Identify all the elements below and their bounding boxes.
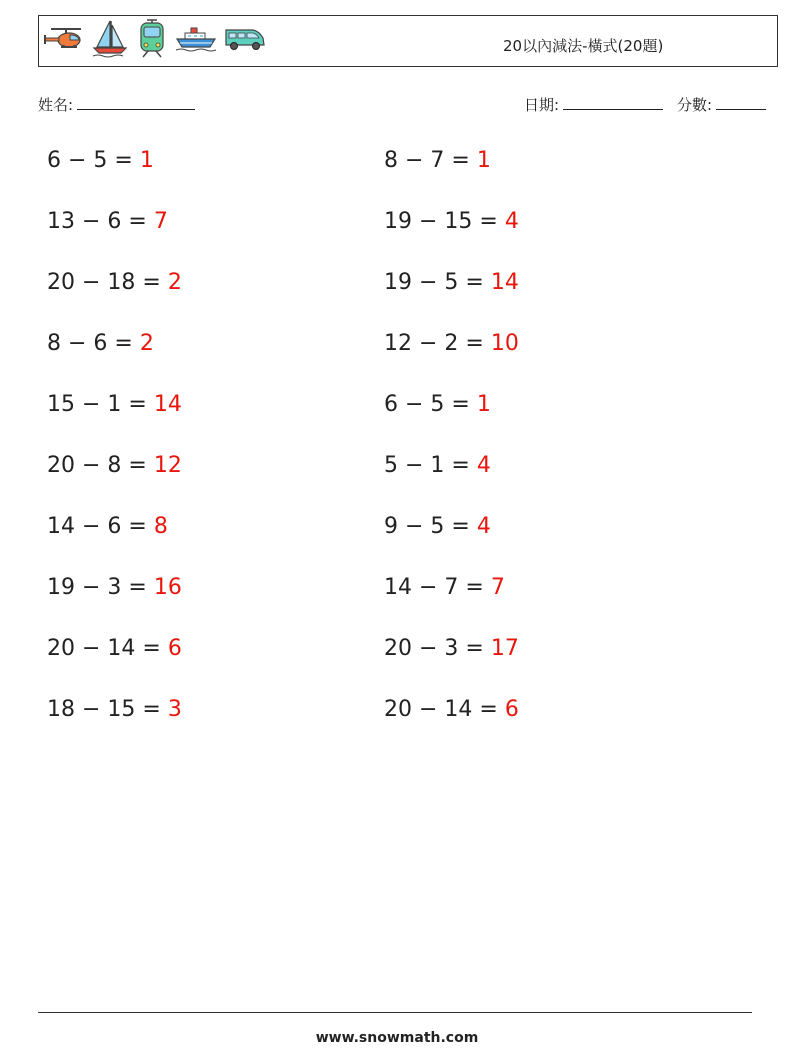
problem — [384, 453, 491, 478]
problem-question: 20 − 14 = — [384, 697, 498, 722]
problem — [384, 392, 491, 417]
problem-question: 19 − 5 = — [384, 270, 484, 295]
problem-question: 6 − 5 = — [47, 148, 133, 173]
problem — [384, 697, 519, 722]
problem-answer: 14 — [153, 392, 182, 417]
sailboat-icon — [91, 19, 129, 63]
score-field — [677, 94, 766, 115]
problem-answer: 14 — [490, 270, 519, 295]
problem-answer: 4 — [504, 209, 519, 234]
problem-answer: 7 — [490, 575, 505, 600]
problem-answer: 8 — [153, 514, 168, 539]
problem — [47, 697, 182, 722]
problem-answer: 2 — [167, 270, 182, 295]
problem — [47, 331, 154, 356]
score-blank[interactable] — [716, 95, 766, 110]
name-blank[interactable] — [77, 95, 195, 110]
problem-answer: 4 — [476, 514, 491, 539]
footer-divider — [38, 1012, 752, 1013]
problem-question: 15 − 1 = — [47, 392, 147, 417]
problem-question: 20 − 3 = — [384, 636, 484, 661]
problem — [47, 575, 182, 600]
problem — [47, 514, 168, 539]
problem-answer: 1 — [476, 392, 491, 417]
problem — [384, 270, 519, 295]
problem-question: 8 − 7 = — [384, 148, 470, 173]
date-blank[interactable] — [563, 95, 663, 110]
problem — [384, 331, 519, 356]
footer-url[interactable]: www.snowmath.com — [315, 1030, 479, 1046]
problem-question: 14 − 7 = — [384, 575, 484, 600]
problem-question: 20 − 14 = — [47, 636, 161, 661]
worksheet-title: 20以內減法-橫式(20題) — [503, 37, 664, 55]
problem-question: 19 − 3 = — [47, 575, 147, 600]
problem-answer: 4 — [476, 453, 491, 478]
problem-answer: 12 — [153, 453, 182, 478]
problem-answer: 1 — [476, 148, 491, 173]
problem-answer: 16 — [153, 575, 182, 600]
problem-question: 19 − 15 = — [384, 209, 498, 234]
name-field — [38, 94, 195, 115]
problem-answer: 10 — [490, 331, 519, 356]
helicopter-icon — [43, 25, 85, 57]
problem — [47, 636, 182, 661]
problem-question: 8 − 6 = — [47, 331, 133, 356]
header-box — [38, 15, 778, 67]
ship-icon — [175, 25, 217, 57]
icon-strip — [43, 21, 273, 61]
problem-question: 18 − 15 = — [47, 697, 161, 722]
problem-question: 14 − 6 = — [47, 514, 147, 539]
problem — [47, 453, 182, 478]
tram-icon — [135, 19, 169, 63]
problem — [384, 148, 491, 173]
score-label: 分數: — [677, 96, 713, 114]
name-label: 姓名: — [38, 96, 74, 114]
van-icon — [223, 25, 267, 57]
problem — [47, 209, 168, 234]
date-field — [524, 94, 663, 115]
problem-answer: 7 — [153, 209, 168, 234]
problem — [384, 636, 519, 661]
problem — [47, 392, 182, 417]
problem-question: 20 − 18 = — [47, 270, 161, 295]
problem-question: 6 − 5 = — [384, 392, 470, 417]
problem-answer: 6 — [167, 636, 182, 661]
problem — [384, 575, 505, 600]
problem-answer: 17 — [490, 636, 519, 661]
problem-question: 20 − 8 = — [47, 453, 147, 478]
problem — [47, 270, 182, 295]
problem-question: 13 − 6 = — [47, 209, 147, 234]
problem-answer: 6 — [504, 697, 519, 722]
problem-question: 5 − 1 = — [384, 453, 470, 478]
problem-answer: 2 — [139, 331, 154, 356]
problem-question: 9 − 5 = — [384, 514, 470, 539]
date-label: 日期: — [524, 96, 560, 114]
problem — [47, 148, 154, 173]
problem — [384, 514, 491, 539]
problem — [384, 209, 519, 234]
problem-answer: 1 — [139, 148, 154, 173]
problem-answer: 3 — [167, 697, 182, 722]
problem-question: 12 − 2 = — [384, 331, 484, 356]
